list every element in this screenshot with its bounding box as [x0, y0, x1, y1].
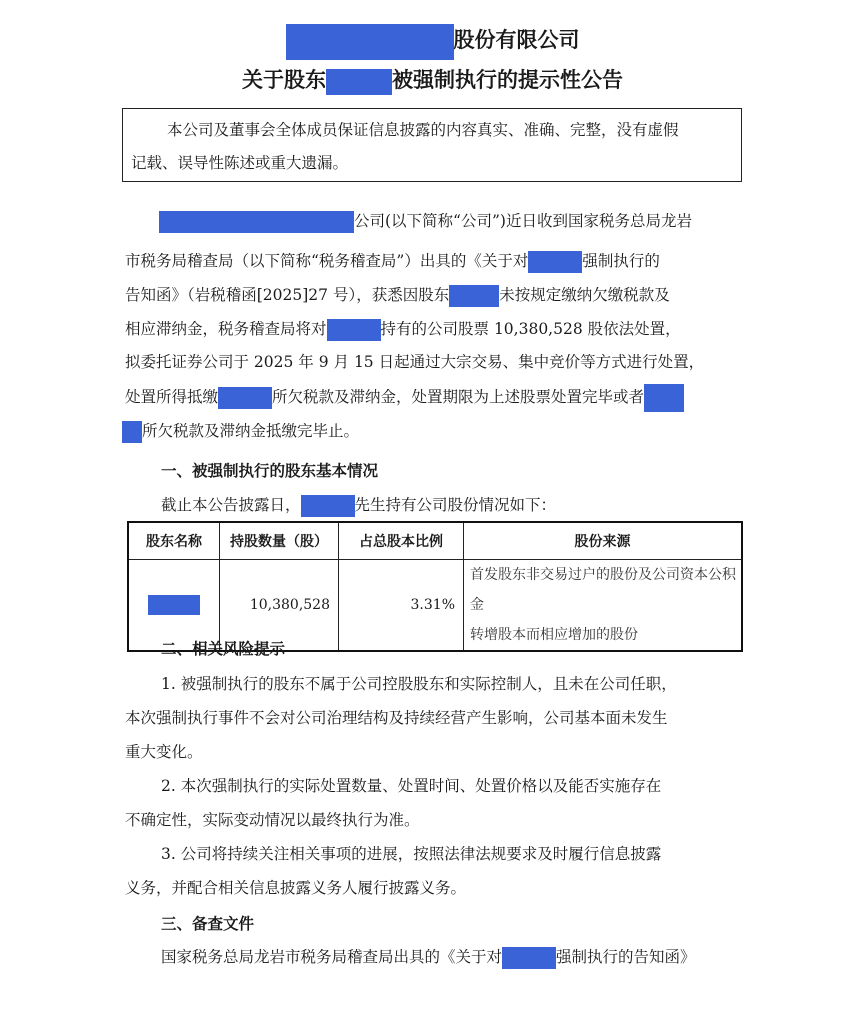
- col-header-shares: 持股数量（股）: [220, 522, 339, 560]
- company-suffix: 股份有限公司: [453, 27, 580, 52]
- col-header-source: 股份来源: [464, 522, 743, 560]
- intro-line-3: 告知函》（岩税稽函[2025]27 号），获悉因股东 未按规定缴纳欠缴税款及: [125, 284, 670, 307]
- board-statement-box: [122, 108, 742, 182]
- risk-1-line-2: 本次强制执行事件不会对公司治理结构及持续经营产生影响，公司基本面未发生: [125, 709, 668, 727]
- intro-line-6: 处置所得抵缴 所欠税款及滞纳金，处置期限为上述股票处置完毕或者: [125, 384, 684, 412]
- redacted-company-name: [159, 211, 354, 233]
- col-header-ratio: 占总股本比例: [339, 522, 464, 560]
- col-header-shareholder: 股东名称: [128, 522, 220, 560]
- redacted-shareholder-name: [301, 495, 355, 517]
- section-3-heading: 三、备查文件: [161, 914, 255, 933]
- section-2-heading: 二、相关风险提示: [161, 639, 286, 658]
- redacted-shareholder-name: [218, 387, 272, 409]
- intro-line-1: 公司(以下简称“公司”)近日收到国家税务总局龙岩: [159, 210, 692, 233]
- redacted-shareholder-name: [326, 69, 392, 95]
- intro-line-7: 所欠税款及滞纳金抵缴完毕止。: [122, 420, 359, 443]
- redacted-company-name: [286, 24, 454, 60]
- table-header-row: [128, 522, 742, 560]
- statement-line-1: 本公司及董事会全体成员保证信息披露的内容真实、准确、完整，没有虚假: [167, 121, 679, 139]
- intro-line-2: 市税务局稽查局（以下简称“税务稽查局”）出具的《关于对 强制执行的: [125, 250, 660, 273]
- section-1-lead: 截止本公告披露日， 先生持有公司股份情况如下：: [161, 494, 556, 517]
- risk-3-line-2: 义务，并配合相关信息披露义务人履行披露义务。: [125, 879, 467, 897]
- cell-shares: 10,380,528: [220, 560, 339, 652]
- announcement-title: [0, 62, 865, 98]
- redacted-shareholder-name: [528, 251, 582, 273]
- source-line-2: 转增股本而相应增加的股份: [470, 627, 638, 643]
- redacted-shareholder-name: [327, 319, 381, 341]
- risk-2-line-1: 2. 本次强制执行的实际处置数量、处置时间、处置价格以及能否实施存在: [161, 777, 662, 795]
- risk-1-line-3: 重大变化。: [125, 743, 203, 761]
- redacted-shareholder-name: [122, 421, 142, 443]
- intro-line-5: 拟委托证券公司于 2025 年 9 月 15 日起通过大宗交易、集中竞价等方式进行处置，: [125, 353, 705, 371]
- risk-3-line-1: 3. 公司将持续关注相关事项的进展，按照法律法规要求及时履行信息披露: [161, 845, 662, 863]
- redacted-shareholder-name: [148, 595, 200, 615]
- intro-line-4: 相应滞纳金，税务稽查局将对 持有的公司股票 10,380,528 股依法处置，: [125, 318, 681, 341]
- title-suffix: 被强制执行的提示性公告: [392, 67, 623, 92]
- title-prefix: 关于股东: [242, 67, 326, 92]
- source-line-1: 首发股东非交易过户的股份及公司资本公积金: [470, 567, 736, 613]
- shareholding-table: [127, 521, 743, 652]
- reference-document-line: 国家税务总局龙岩市税务局稽查局出具的《关于对 强制执行的告知函》: [161, 946, 696, 969]
- cell-source: [464, 560, 743, 652]
- risk-1-line-1: 1. 被强制执行的股东不属于公司控股股东和实际控制人，且未在公司任职，: [161, 675, 677, 693]
- redacted-shareholder-name: [449, 285, 499, 307]
- redacted-shareholder-name: [502, 947, 556, 969]
- risk-2-line-2: 不确定性，实际变动情况以最终执行为准。: [125, 811, 420, 829]
- statement-line-2: 记载、误导性陈述或重大遗漏。: [131, 154, 349, 172]
- redacted-shareholder-name: [644, 384, 684, 412]
- company-name-title: [0, 22, 865, 58]
- section-1-heading: 一、被强制执行的股东基本情况: [161, 461, 379, 480]
- cell-ratio: 3.31%: [339, 560, 464, 652]
